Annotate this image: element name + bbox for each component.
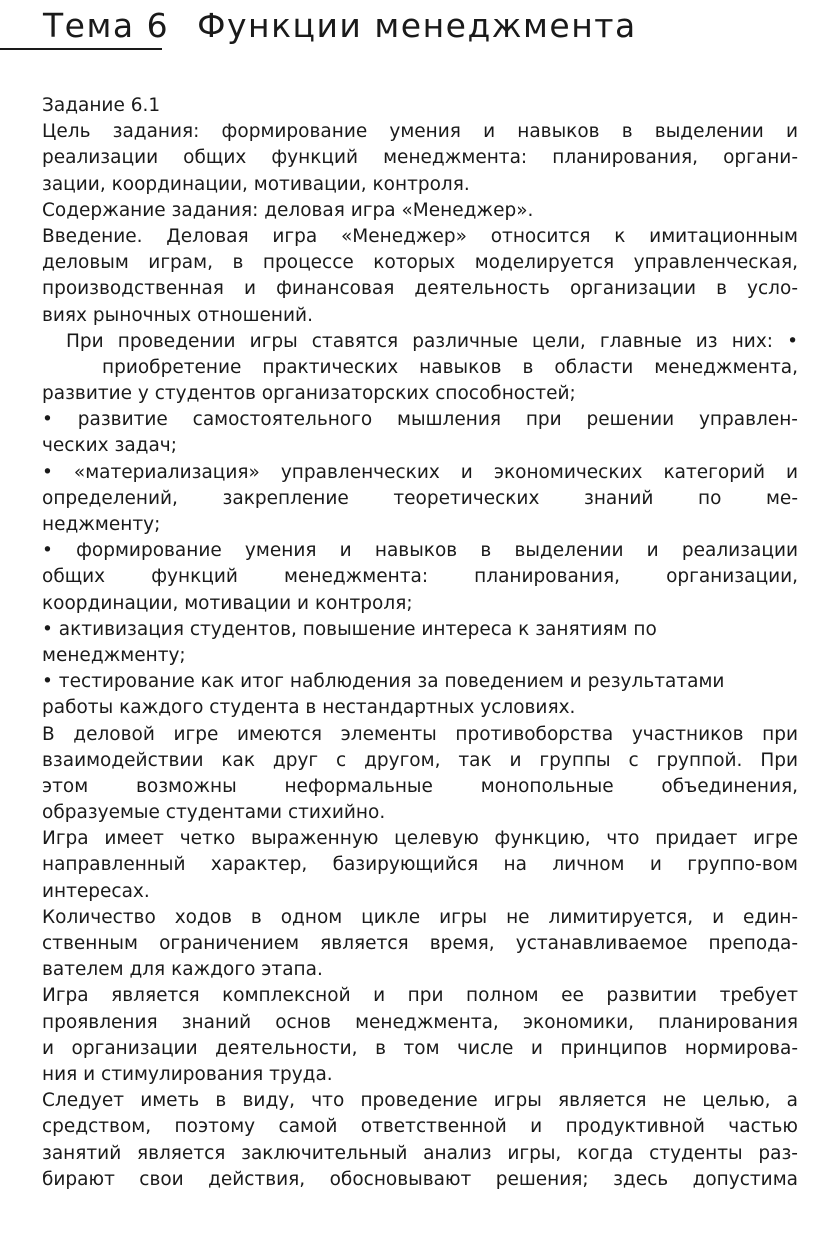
text-line: занятий является заключительный анализ игры, когда студенты раз- bbox=[42, 1142, 798, 1164]
title-underline bbox=[0, 48, 162, 50]
list-item-line: • развитие самостоятельного мышления при решении управлен- bbox=[42, 409, 798, 431]
text-line: проявления знаний основ менеджмента, экономики, планирования bbox=[42, 1011, 798, 1033]
list-item-line: • формирование умения и навыков в выделении и реализации bbox=[42, 540, 798, 562]
topic-title: Функции менеджмента bbox=[197, 6, 637, 45]
text-line: ния и стимулирования труда. bbox=[42, 1063, 333, 1085]
text-line: определений, закрепление теоретических знаний по ме- bbox=[42, 487, 798, 509]
text-line: зации, координации, мотивации, контроля. bbox=[42, 173, 470, 195]
text-line: координации, мотивации и контроля; bbox=[42, 592, 413, 614]
text-line: Игра имеет четко выраженную целевую функцию, что придает игре bbox=[42, 828, 798, 850]
text-line: приобретение практических навыков в области менеджмента, bbox=[102, 356, 798, 378]
text-line: ческих задач; bbox=[42, 435, 177, 457]
text-line: неджменту; bbox=[42, 514, 161, 535]
list-item-line: • активизация студентов, повышение интереса к занятиям по bbox=[42, 618, 657, 640]
text-line: Содержание задания: деловая игра «Менеджер». bbox=[42, 199, 534, 221]
text-line: средством, поэтому самой ответственной и продуктивной частью bbox=[42, 1116, 798, 1138]
text-line: и организации деятельности, в том числе и принципов нормирова- bbox=[42, 1037, 798, 1059]
text-line: деловым играм, в процессе которых моделируется управленческая, bbox=[42, 252, 798, 274]
text-line: виях рыночных отношений. bbox=[42, 304, 313, 326]
text-line: Введение. Деловая игра «Менеджер» относится к имитационным bbox=[42, 225, 798, 247]
text-line: развитие у студентов организаторских способностей; bbox=[42, 383, 576, 405]
text-line: общих функций менеджмента: планирования, организации, bbox=[42, 566, 798, 588]
text-line: направленный характер, базирующийся на личном и группо-вом bbox=[42, 854, 798, 876]
text-line: интересах. bbox=[42, 880, 150, 902]
text-line: бирают свои действия, обосновывают решения; здесь допустима bbox=[42, 1168, 798, 1190]
list-item-line: • «материализация» управленческих и экономических категорий и bbox=[42, 461, 798, 483]
text-line: менеджменту; bbox=[42, 644, 186, 666]
text-line: образуемые студентами стихийно. bbox=[42, 802, 386, 824]
text-line: этом возможны неформальные монопольные объединения, bbox=[42, 775, 798, 797]
assignment-heading: Задание 6.1 bbox=[42, 95, 161, 116]
text-line: ственным ограничением является время, устанавливаемое препода- bbox=[42, 933, 798, 954]
text-line: Цель задания: формирование умения и навыков в выделении и bbox=[42, 121, 798, 143]
topic-label: Тема 6 bbox=[43, 6, 170, 45]
text-line: вателем для каждого этапа. bbox=[42, 959, 323, 981]
text-line: Игра является комплексной и при полном ее развитии требует bbox=[42, 985, 798, 1007]
text-line: производственная и финансовая деятельность организации в усло- bbox=[42, 278, 798, 300]
text-line: работы каждого студента в нестандартных условиях. bbox=[42, 697, 576, 719]
text-line: Следует иметь в виду, что проведение игры является не целью, а bbox=[42, 1090, 798, 1112]
page-title bbox=[43, 6, 637, 45]
document-body bbox=[42, 93, 798, 1193]
text-line: взаимодействии как друг с другом, так и группы с группой. При bbox=[42, 749, 798, 771]
text-line: При проведении игры ставятся различные цели, главные из них: • bbox=[66, 330, 798, 352]
text-line: реализации общих функций менеджмента: планирования, органи- bbox=[42, 147, 798, 169]
list-item-line: • тестирование как итог наблюдения за поведением и результатами bbox=[42, 671, 725, 693]
text-line: Количество ходов в одном цикле игры не лимитируется, и един- bbox=[42, 906, 798, 928]
text-line: В деловой игре имеются элементы противоборства участников при bbox=[42, 723, 798, 745]
